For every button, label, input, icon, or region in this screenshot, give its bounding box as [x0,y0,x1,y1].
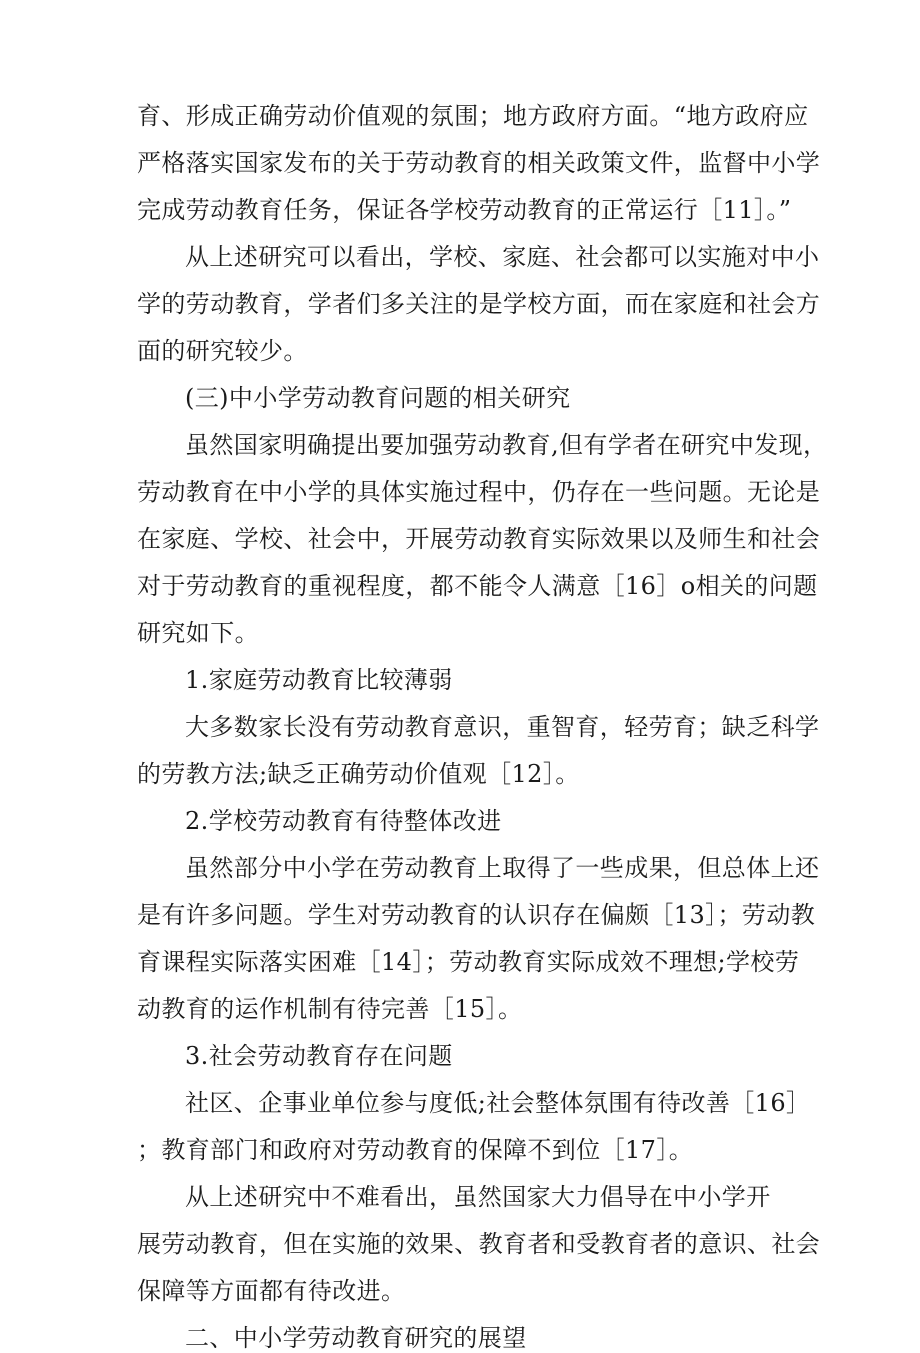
section-heading: 二、中小学劳动教育研究的展望 [185,1324,527,1352]
subsection-heading: 1.家庭劳动教育比较薄弱 [185,666,453,694]
text-line: 面的研究较少。 [137,337,308,365]
text-line: 保障等方面都有待改进。 [137,1277,406,1305]
text-line: 从上述研究中不难看出，虽然国家大力倡导在中小学开 [185,1183,771,1211]
text-line: 的劳教方法;缺乏正确劳动价值观［12］。 [137,760,580,788]
section-heading: (三)中小学劳动教育问题的相关研究 [185,384,571,412]
text-line: 学的劳动教育，学者们多关注的是学校方面，而在家庭和社会方 [137,290,821,318]
subsection-heading: 2.学校劳动教育有待整体改进 [185,807,502,835]
text-line: 从上述研究可以看出，学校、家庭、社会都可以实施对中小 [185,243,820,271]
text-line: 大多数家长没有劳动教育意识，重智育，轻劳育；缺乏科学 [185,713,820,741]
text-line: 虽然国家明确提出要加强劳动教育,但有学者在研究中发现， [185,431,828,459]
text-line: 劳动教育在中小学的具体实施过程中，仍存在一些问题。无论是 [137,478,821,506]
text-line: 育、形成正确劳动价值观的氛围；地方政府方面。“地方政府应 [137,102,809,130]
text-line: 完成劳动教育任务，保证各学校劳动教育的正常运行［11］。” [137,196,792,224]
text-line: 育课程实际落实困难［14］；劳动教育实际成效不理想;学校劳 [137,948,800,976]
text-line: 社区、企事业单位参与度低;社会整体氛围有待改善［16］ [185,1089,811,1117]
text-line: 展劳动教育，但在实施的效果、教育者和受教育者的意识、社会 [137,1230,821,1258]
subsection-heading: 3.社会劳动教育存在问题 [185,1042,453,1070]
text-line: ；教育部门和政府对劳动教育的保障不到位［17］。 [137,1136,694,1164]
text-line: 严格落实国家发布的关于劳动教育的相关政策文件，监督中小学 [137,149,821,177]
text-line: 对于劳动教育的重视程度，都不能令人满意［16］o相关的问题 [137,572,818,600]
text-line: 动教育的运作机制有待完善［15］。 [137,995,523,1023]
text-line: 研究如下。 [137,619,259,647]
text-line: 在家庭、学校、社会中，开展劳动教育实际效果以及师生和社会 [137,525,821,553]
text-line: 是有许多问题。学生对劳动教育的认识存在偏颇［13］；劳动教 [137,901,816,929]
text-line: 虽然部分中小学在劳动教育上取得了一些成果，但总体上还 [185,854,820,882]
